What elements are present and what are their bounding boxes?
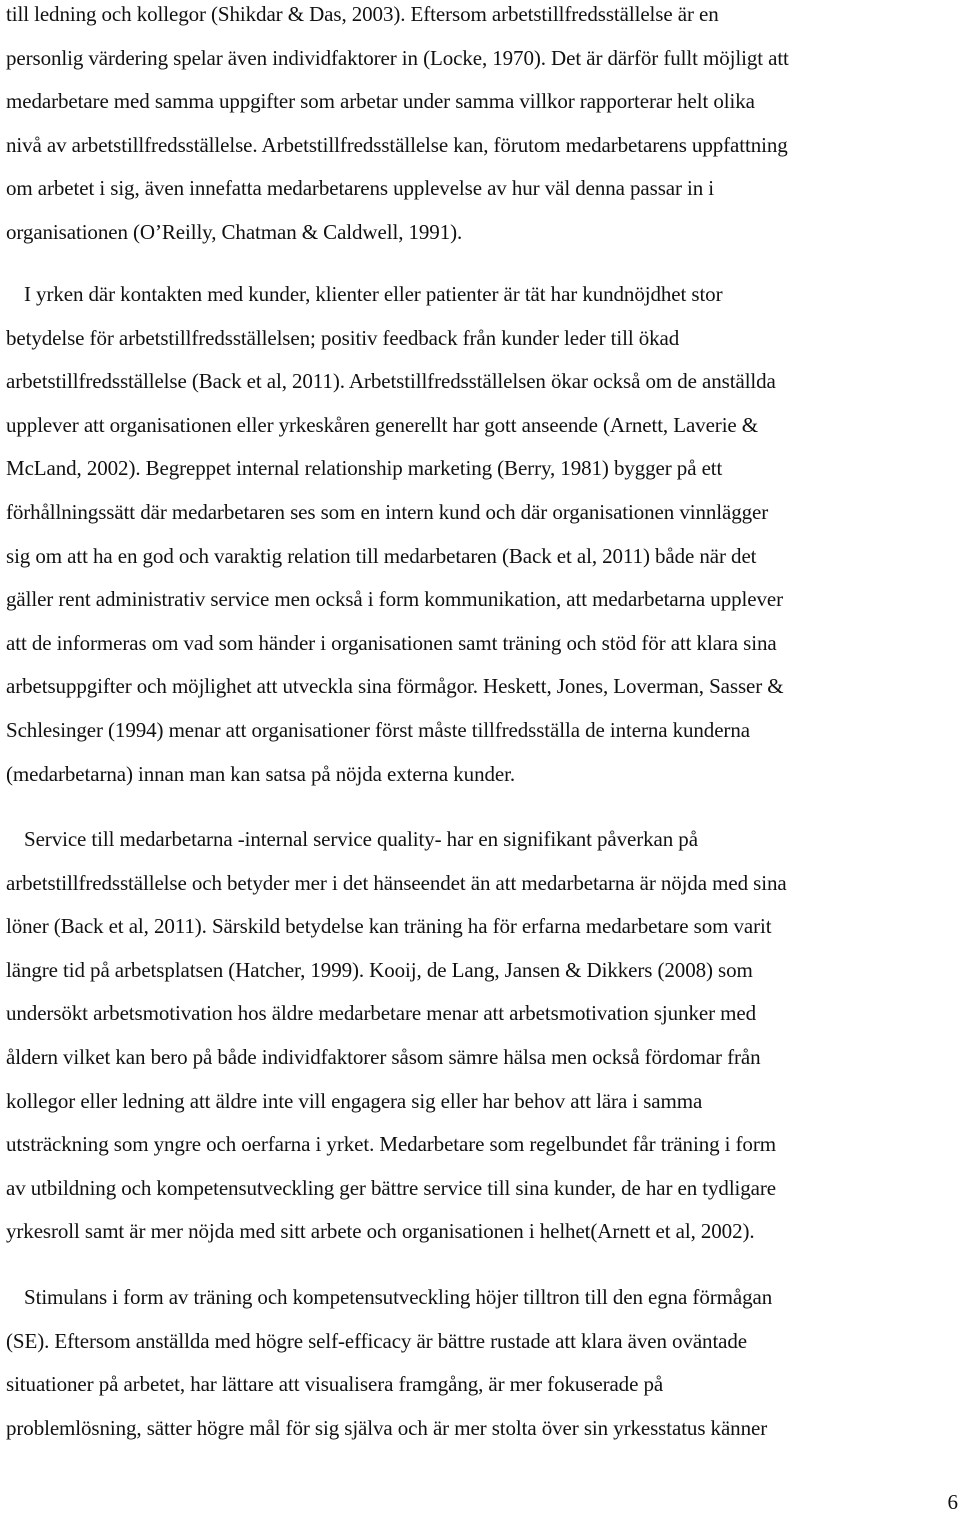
text-line: personlig värdering spelar även individfaktorer in (Locke, 1970). Det är därför fullt möjligt att <box>6 45 789 70</box>
text-line: utsträckning som yngre och oerfarna i yrket. Medarbetare som regelbundet får träning i form <box>6 1132 776 1157</box>
text-line: Service till medarbetarna -internal service quality- har en signifikant påverkan på <box>24 827 698 851</box>
text-line: (SE). Eftersom anställda med högre self-efficacy är bättre rustade att klara även oväntade <box>6 1328 748 1353</box>
text-line: längre tid på arbetsplatsen (Hatcher, 1999). Kooij, de Lang, Jansen & Dikkers (2008) som <box>6 957 753 982</box>
text-line: av utbildning och kompetensutveckling ger bättre service till sina kunder, de har en tydligare <box>6 1175 777 1200</box>
text-line: arbetstillfredsställelse (Back et al, 2011). Arbetstillfredsställelsen ökar också om de anställda <box>6 369 776 394</box>
text-line: medarbetare med samma uppgifter som arbetar under samma villkor rapporterar helt olika <box>6 89 755 114</box>
text-line: om arbetet i sig, även innefatta medarbetarens upplevelse av hur väl denna passar in i <box>6 176 715 201</box>
text-line: McLand, 2002). Begreppet internal relationship marketing (Berry, 1981) bygger på ett <box>6 456 723 481</box>
paragraph-internal-service-quality <box>6 818 960 1254</box>
text-line: åldern vilket kan bero på både individfaktorer såsom sämre hälsa men också fördomar från <box>6 1044 761 1069</box>
paragraph-self-efficacy <box>6 1276 960 1450</box>
text-line: förhållningssätt där medarbetaren ses som en intern kund och där organisationen vinnlägger <box>6 499 769 524</box>
text-line: I yrken där kontakten med kunder, klienter eller patienter är tät har kundnöjdhet stor <box>24 282 723 306</box>
paragraph-customer-satisfaction <box>6 273 960 796</box>
text-line: upplever att organisationen eller yrkeskåren generellt har gott anseende (Arnett, Laverie & <box>6 412 759 437</box>
text-line: Schlesinger (1994) menar att organisationer först måste tillfredsställa de interna kunderna <box>6 717 750 742</box>
text-line: (medarbetarna) innan man kan satsa på nöjda externa kunder. <box>6 761 515 786</box>
page-number: 6 <box>947 1490 958 1514</box>
paragraph-job-satisfaction-definition <box>6 0 960 255</box>
text-line: situationer på arbetet, har lättare att visualisera framgång, är mer fokuserade på <box>6 1372 664 1397</box>
text-line: problemlösning, sätter högre mål för sig själva och är mer stolta över sin yrkesstatus känner <box>6 1415 768 1440</box>
text-line: nivå av arbetstillfredsställelse. Arbetstillfredsställelse kan, förutom medarbetarens uppfattning <box>6 132 788 157</box>
text-line: undersökt arbetsmotivation hos äldre medarbetare menar att arbetsmotivation sjunker med <box>6 1001 756 1026</box>
text-line: att de informeras om vad som händer i organisationen samt träning och stöd för att klara sina <box>6 630 777 655</box>
text-line: arbetstillfredsställelse och betyder mer i det hänseendet än att medarbetarna är nöjda med sina <box>6 870 787 895</box>
text-line: till ledning och kollegor (Shikdar & Das, 2003). Eftersom arbetstillfredsställelse är en <box>6 2 719 26</box>
text-line: Stimulans i form av träning och kompetensutveckling höjer tilltron till den egna förmågan <box>24 1285 773 1309</box>
text-line: kollegor eller ledning att äldre inte vill engagera sig eller har behov att lära i samma <box>6 1088 703 1113</box>
text-line: betydelse för arbetstillfredsställelsen; positiv feedback från kunder leder till ökad <box>6 325 680 350</box>
text-line: gäller rent administrativ service men också i form kommunikation, att medarbetarna upplever <box>6 587 783 612</box>
text-line: yrkesroll samt är mer nöjda med sitt arbete och organisationen i helhet(Arnett et al, 2002). <box>6 1219 755 1244</box>
text-line: arbetsuppgifter och möjlighet att utveckla sina förmågor. Heskett, Jones, Loverman, Sasser & <box>6 674 784 699</box>
text-line: löner (Back et al, 2011). Särskild betydelse kan träning ha för erfarna medarbetare som varit <box>6 914 772 939</box>
text-line: organisationen (O’Reilly, Chatman & Caldwell, 1991). <box>6 219 463 244</box>
text-line: sig om att ha en god och varaktig relation till medarbetaren (Back et al, 2011) både när det <box>6 543 757 568</box>
